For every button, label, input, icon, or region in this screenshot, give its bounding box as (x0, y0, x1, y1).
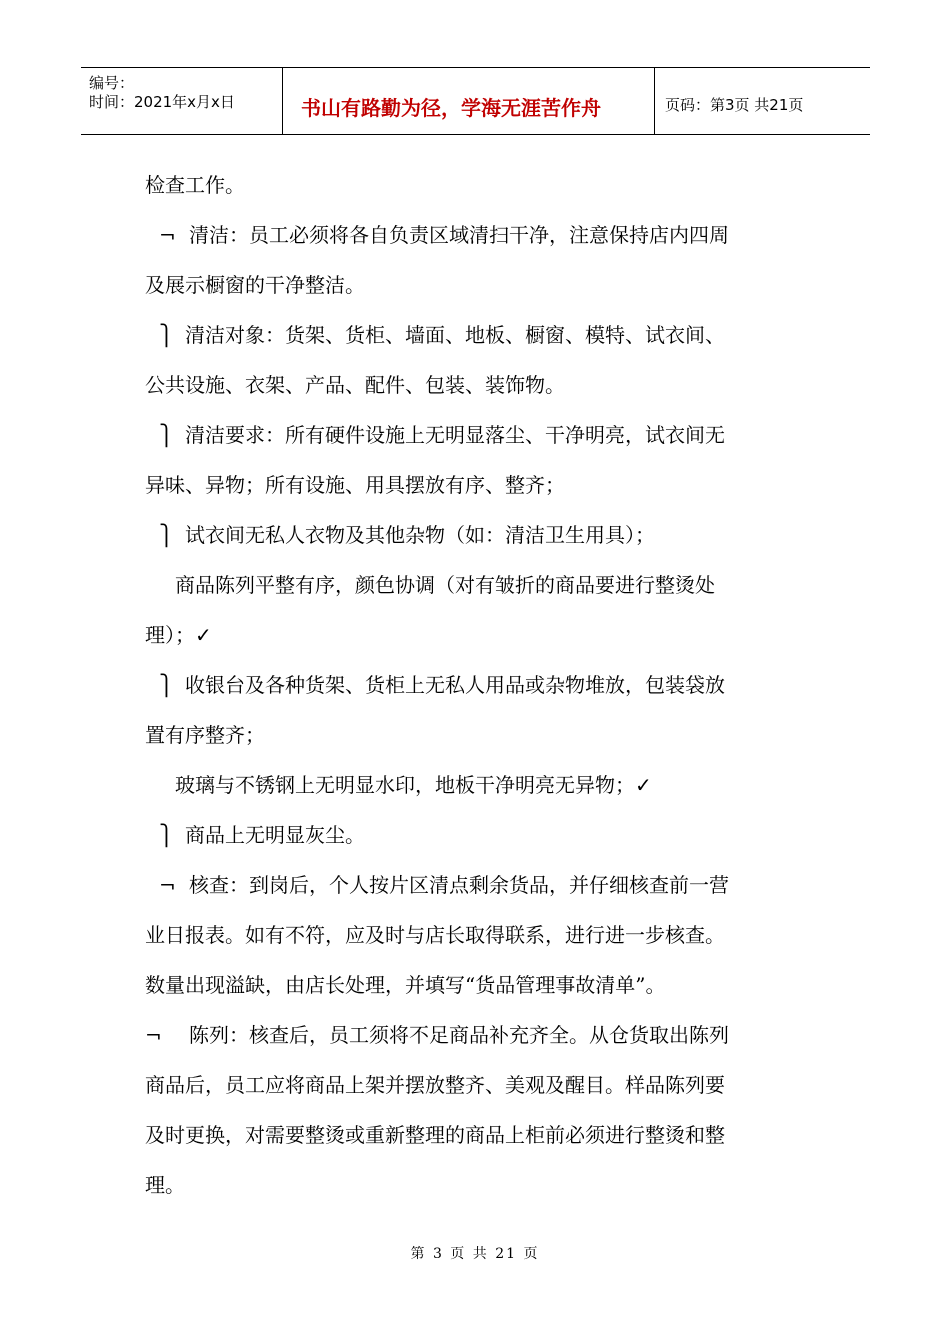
paragraph (159, 860, 810, 910)
paragraph (145, 610, 810, 660)
paragraph: 公共设施、衣架、产品、配件、包装、装饰物。 (145, 373, 565, 397)
paragraph-text: 清洁：员工必须将各自负责区域清扫干净，注意保持店内四周 (189, 223, 729, 247)
paragraph-text: 陈列：核查后，员工须将不足商品补充齐全。从仓货取出陈列 (189, 1023, 729, 1047)
paragraph: 商品陈列平整有序，颜色协调（对有皱折的商品要进行整烫处 (175, 573, 715, 597)
bullet-symbol: ¬ (145, 1023, 162, 1047)
paragraph (159, 310, 810, 360)
paragraph (159, 660, 810, 710)
paragraph-text: 收银台及各种货架、货柜上无私人用品或杂物堆放，包装袋放 (185, 673, 725, 697)
paragraph: 商品后，员工应将商品上架并摆放整齐、美观及醒目。样品陈列要 (145, 1073, 725, 1097)
check-mark-icon: ✓ (635, 773, 652, 797)
document-body (145, 160, 810, 1210)
header-page-info: 页码：第3页 共21页 (665, 96, 804, 114)
paragraph: 置有序整齐； (145, 723, 265, 747)
bullet-symbol: ⎫ (159, 423, 174, 447)
paragraph (159, 210, 810, 260)
paragraph: 及时更换，对需要整烫或重新整理的商品上柜前必须进行整烫和整 (145, 1123, 725, 1147)
paragraph: 异味、异物；所有设施、用具摆放有序、整齐； (145, 473, 565, 497)
paragraph-text: 商品上无明显灰尘。 (185, 823, 365, 847)
paragraph-text: 清洁要求：所有硬件设施上无明显落尘、干净明亮，试衣间无 (185, 423, 725, 447)
bullet-symbol: ⎫ (159, 323, 174, 347)
page-header (81, 67, 870, 135)
bullet-symbol: ⎫ (159, 523, 174, 547)
bullet-symbol: ⎫ (159, 673, 174, 697)
paragraph: 理。 (145, 1173, 185, 1197)
paragraph-text: 玻璃与不锈钢上无明显水印，地板干净明亮无异物； (175, 773, 635, 797)
header-motto-cell (283, 68, 655, 134)
paragraph (159, 510, 810, 560)
paragraph (145, 1010, 810, 1060)
paragraph: 检查工作。 (145, 173, 245, 197)
header-meta (81, 68, 283, 134)
paragraph (159, 410, 810, 460)
paragraph-text: 核查：到岗后，个人按片区清点剩余货品，并仔细核查前一营 (189, 873, 729, 897)
paragraph (175, 760, 810, 810)
check-mark-icon: ✓ (195, 623, 212, 647)
paragraph: 及展示橱窗的干净整洁。 (145, 273, 365, 297)
paragraph: 数量出现溢缺，由店长处理，并填写“货品管理事故清单”。 (145, 973, 666, 997)
paragraph: 业日报表。如有不符，应及时与店长取得联系，进行进一步核查。 (145, 923, 725, 947)
document-date-label: 时间：2021年x月x日 (89, 93, 235, 111)
paragraph (159, 810, 810, 860)
header-page-cell (655, 68, 870, 134)
header-motto: 书山有路勤为径，学海无涯苦作舟 (301, 96, 601, 120)
document-number-label: 编号： (89, 74, 135, 92)
page-footer: 第 3 页 共 21 页 (410, 1246, 540, 1262)
bullet-symbol: ¬ (159, 223, 176, 247)
paragraph-text: 清洁对象：货架、货柜、墙面、地板、橱窗、模特、试衣间、 (185, 323, 725, 347)
bullet-symbol: ¬ (159, 873, 176, 897)
paragraph-text: 理）； (145, 623, 195, 647)
paragraph-text: 试衣间无私人衣物及其他杂物（如：清洁卫生用具）； (185, 523, 655, 547)
bullet-symbol: ⎫ (159, 823, 174, 847)
